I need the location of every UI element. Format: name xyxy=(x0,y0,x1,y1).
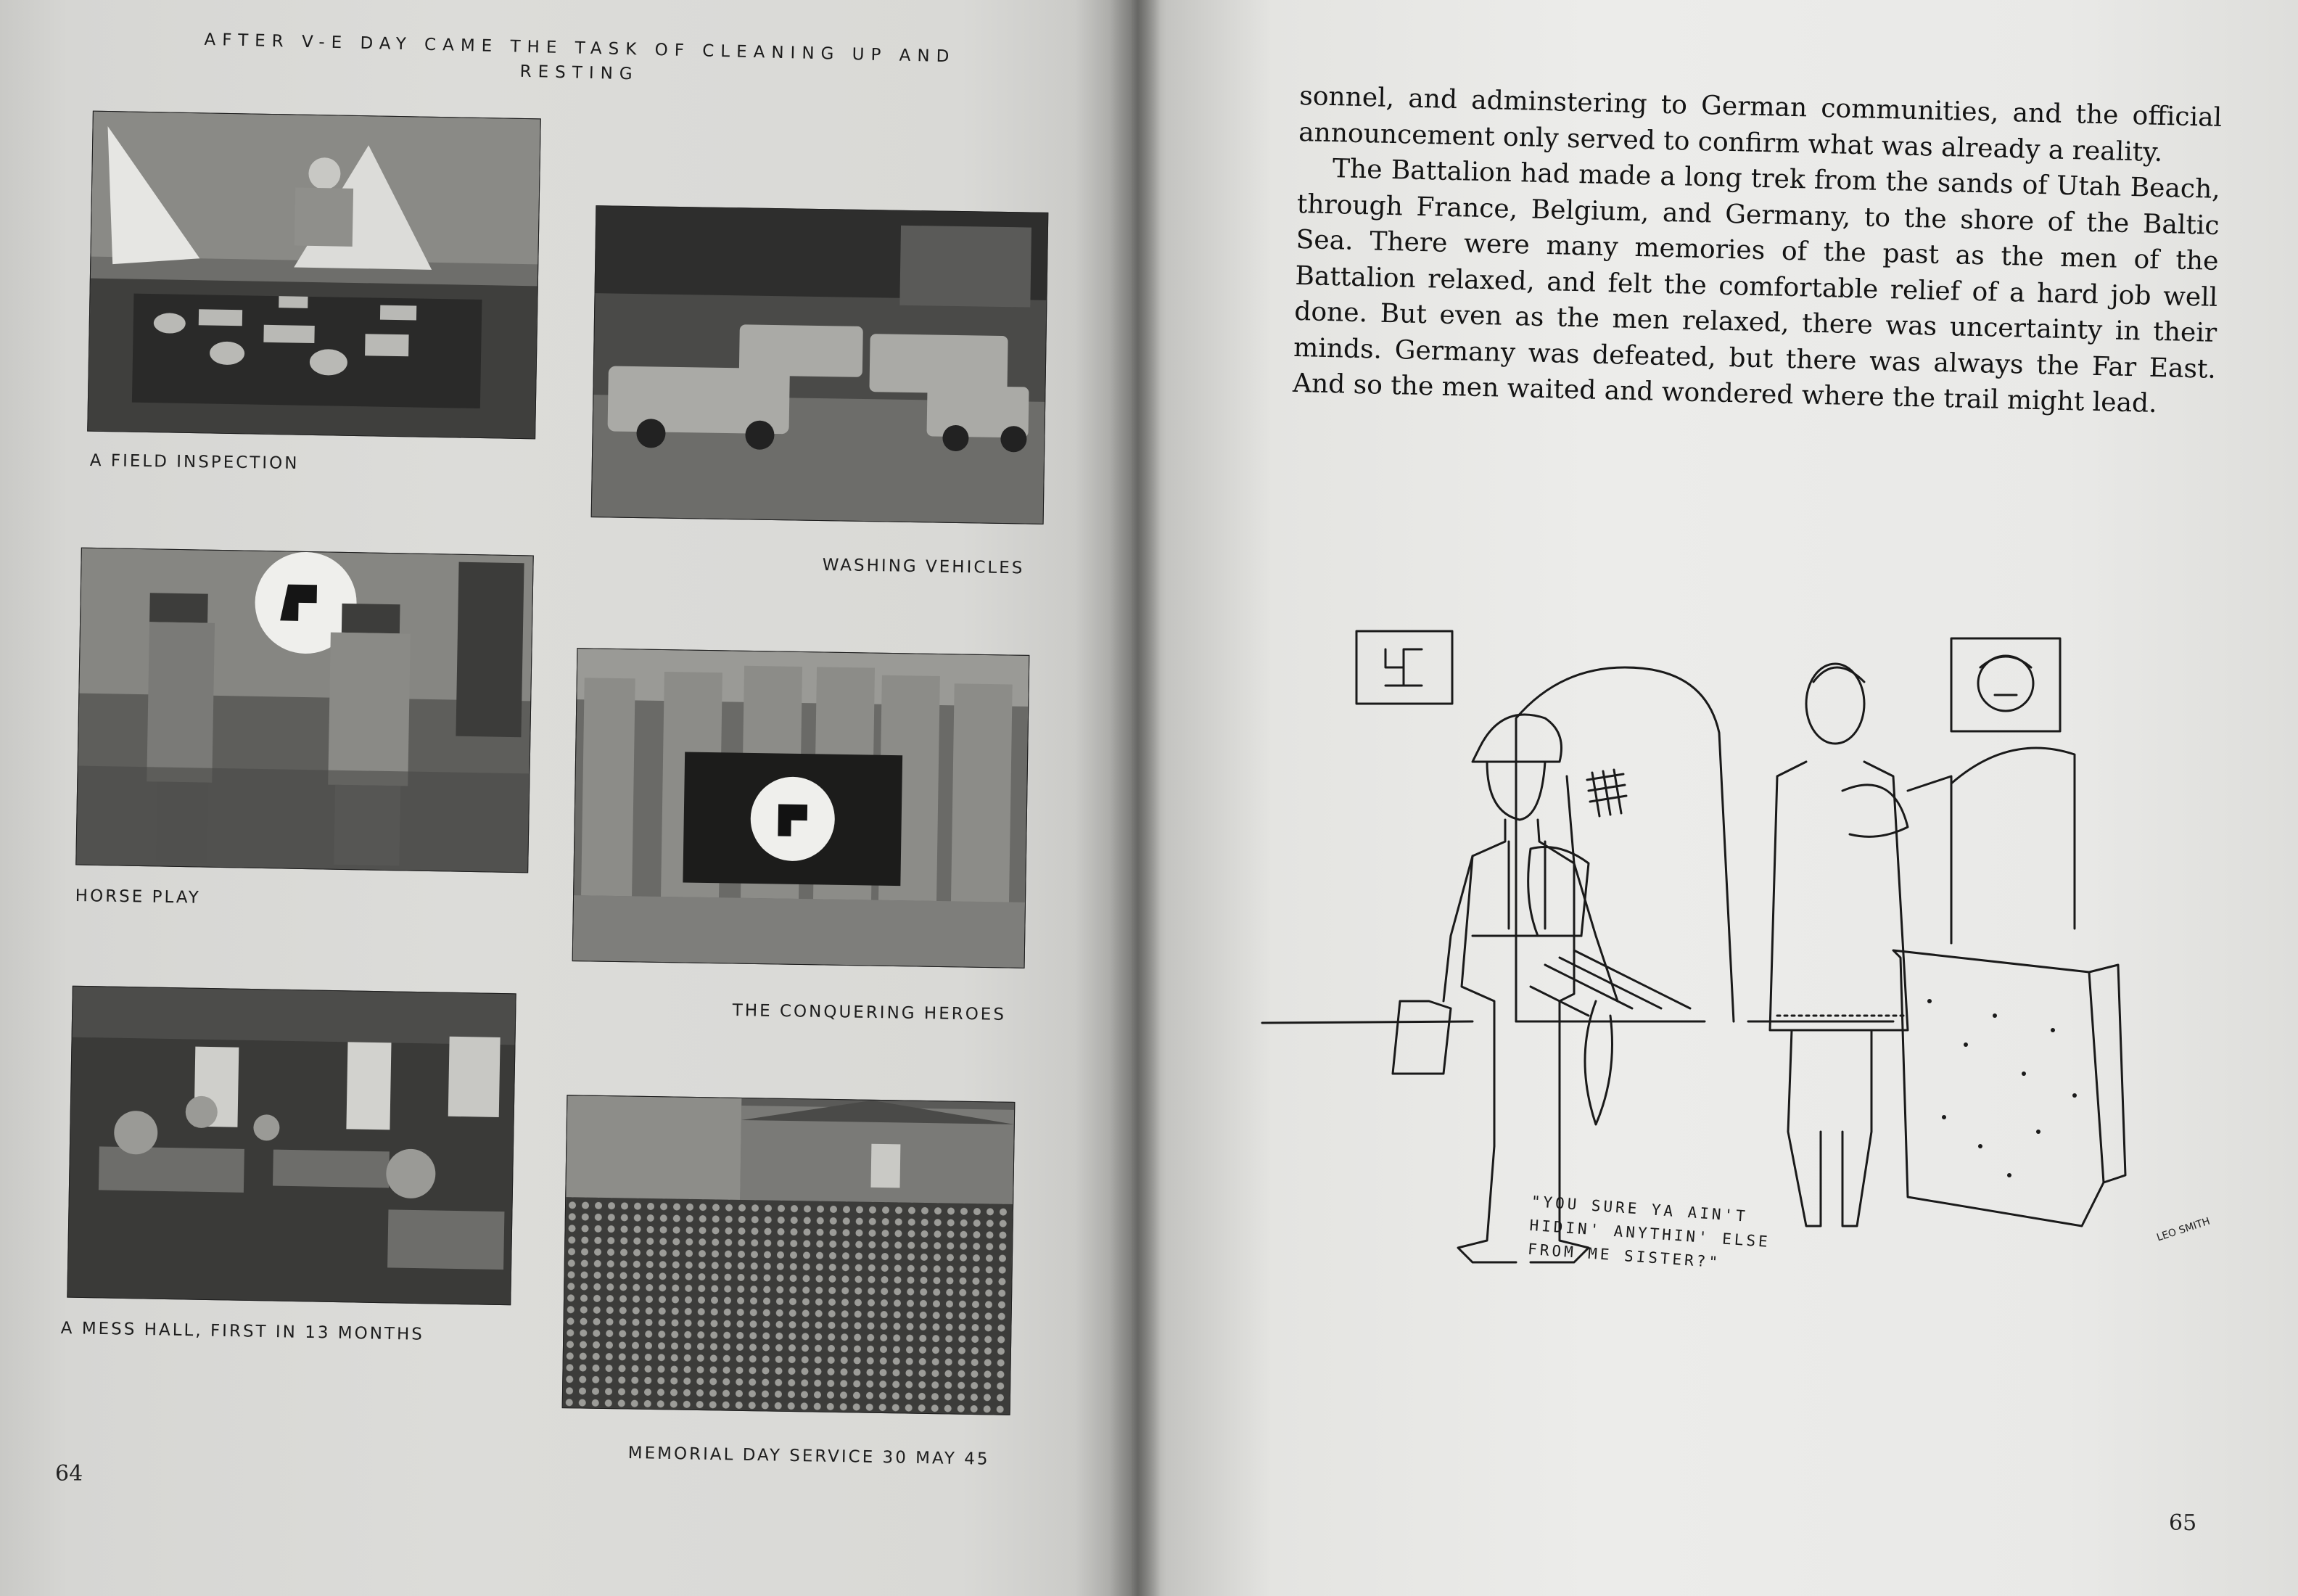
dressing-table-icon xyxy=(1893,748,2125,1226)
photo-horse-play xyxy=(75,548,534,873)
swastika-poster-icon xyxy=(1356,631,1452,704)
caption-mess-hall: A MESS HALL, FIRST IN 13 MONTHS xyxy=(60,1319,425,1344)
caption-field-inspection: A FIELD INSPECTION xyxy=(89,451,300,474)
book-gutter xyxy=(1110,0,1161,1596)
woman-figure xyxy=(1770,664,1908,1226)
artist-signature: LEO SMITH xyxy=(2155,1215,2212,1244)
caption-washing-vehicles: WASHING VEHICLES xyxy=(822,556,1025,578)
body-text xyxy=(1293,78,2223,423)
caption-conquering-heroes: THE CONQUERING HEROES xyxy=(732,1001,1007,1024)
portrait-frame-icon xyxy=(1951,638,2060,731)
photo-memorial-day xyxy=(562,1095,1016,1415)
photo-conquering-heroes xyxy=(572,648,1030,968)
paragraph-continued: sonnel, and adminstering to German communities, and the official announcement only served to confirm what was already a reality. xyxy=(1298,81,2223,168)
caption-horse-play: HORSE PLAY xyxy=(75,887,202,908)
page-number-right: 65 xyxy=(2169,1510,2197,1536)
paragraph-battalion: The Battalion had made a long trek from the sands of Utah Beach, through France, Belgium, and Germany, to the shore of the Baltic Sea. There were many memories of the past as the men of the Battalion relaxed, and felt the comfortable relief of a hard job well done. But even as the men relaxed, there was uncertainty in their minds. Germany was defeated, but there was always the Far East. And so the men waited and wondered where the trail might lead. xyxy=(1292,154,2221,419)
caption-memorial-day: MEMORIAL DAY SERVICE 30 MAY 45 xyxy=(627,1444,990,1469)
photo-mess-hall xyxy=(67,986,516,1306)
photo-field-inspection xyxy=(87,111,541,440)
left-page-header: AFTER V-E DAY CAME THE TASK OF CLEANING UP AND RESTING xyxy=(204,30,956,84)
cartoon-speech-caption: "YOU SURE YA AIN'T HIDIN' ANYTHIN' ELSE FROM ME SISTER?" xyxy=(1527,1192,1771,1272)
photo-washing-vehicles xyxy=(591,205,1049,525)
soldier-figure xyxy=(1393,715,1618,1262)
page-number-left: 64 xyxy=(55,1461,83,1486)
